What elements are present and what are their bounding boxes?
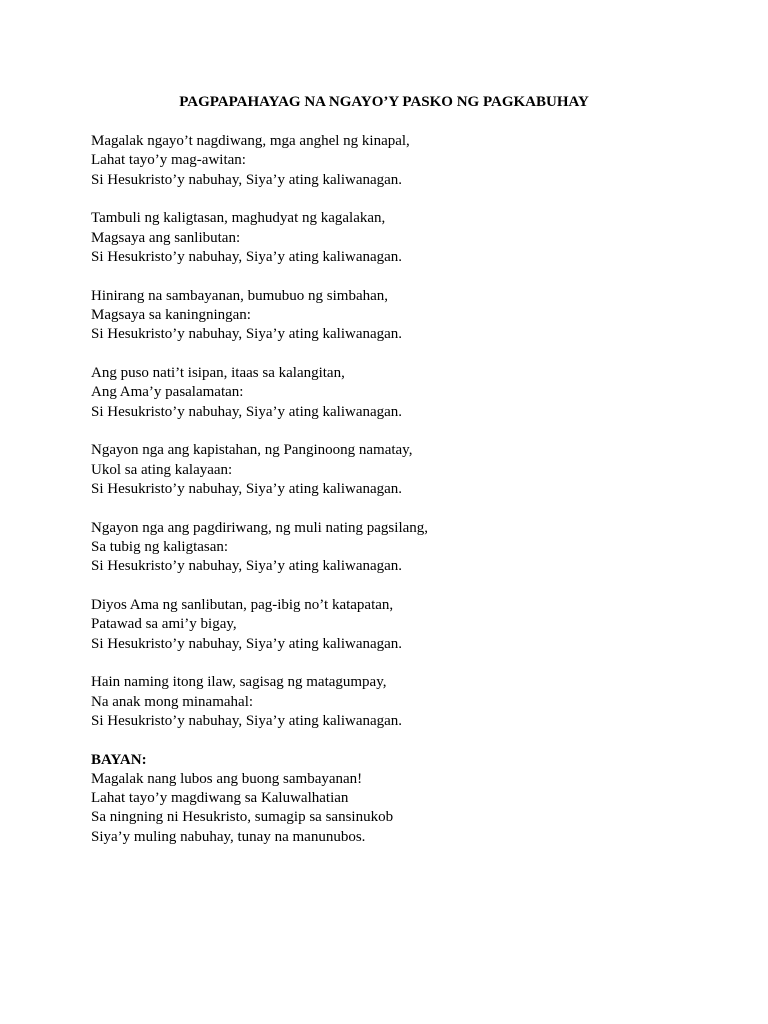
bayan-line: Siya’y muling nabuhay, tunay na manunubos. <box>91 828 366 845</box>
page-title <box>0 93 768 112</box>
stanza-refrain: Si Hesukristo’y nabuhay, Siya’y ating kaliwanagan. <box>91 171 403 188</box>
stanza-line: Diyos Ama ng sanlibutan, pag-ibig no’t katapatan, <box>91 596 394 613</box>
stanza-8 <box>91 673 691 731</box>
stanza-5 <box>91 441 691 499</box>
stanza-2 <box>91 209 691 267</box>
bayan-line: Lahat tayo’y magdiwang sa Kaluwalhatian <box>91 790 349 807</box>
stanza-refrain: Si Hesukristo’y nabuhay, Siya’y ating kaliwanagan. <box>91 248 403 265</box>
stanza-refrain: Si Hesukristo’y nabuhay, Siya’y ating kaliwanagan. <box>91 326 403 343</box>
bayan-line: Magalak nang lubos ang buong sambayanan! <box>91 770 363 787</box>
bayan-line: Sa ningning ni Hesukristo, sumagip sa sansinukob <box>91 809 394 826</box>
stanza-line: Ngayon nga ang kapistahan, ng Panginoong namatay, <box>91 442 413 459</box>
stanza-line: Magsaya sa kaningningan: <box>91 306 251 323</box>
stanza-line: Lahat tayo’y mag-awitan: <box>91 152 246 169</box>
bayan-section <box>91 751 691 848</box>
stanza-line: Magalak ngayo’t nagdiwang, mga anghel ng kinapal, <box>91 133 410 149</box>
stanza-line: Tambuli ng kaligtasan, maghudyat ng kagalakan, <box>91 210 386 227</box>
stanza-line: Ang puso nati’t isipan, itaas sa kalangitan, <box>91 364 345 381</box>
stanza-line: Magsaya ang sanlibutan: <box>91 229 241 246</box>
stanza-3 <box>91 287 691 345</box>
stanza-6 <box>91 519 691 577</box>
stanza-refrain: Si Hesukristo’y nabuhay, Siya’y ating kaliwanagan. <box>91 558 403 575</box>
stanza-line: Ngayon nga ang pagdiriwang, ng muli nating pagsilang, <box>91 519 429 536</box>
stanza-line: Na anak mong minamahal: <box>91 693 254 710</box>
stanza-refrain: Si Hesukristo’y nabuhay, Siya’y ating kaliwanagan. <box>91 635 403 652</box>
stanza-refrain: Si Hesukristo’y nabuhay, Siya’y ating kaliwanagan. <box>91 403 403 420</box>
stanza-line: Ukol sa ating kalayaan: <box>91 461 233 478</box>
stanza-line: Hain naming itong ilaw, sagisag ng matagumpay, <box>91 674 387 691</box>
title-text: PAGPAPAHAYAG NA NGAYO’Y PASKO NG PAGKABUHAY <box>179 94 589 110</box>
stanza-line: Ang Ama’y pasalamatan: <box>91 384 244 401</box>
stanza-line: Hinirang na sambayanan, bumubuo ng simbahan, <box>91 287 389 304</box>
stanza-line: Sa tubig ng kaligtasan: <box>91 538 229 555</box>
stanza-7 <box>91 596 691 654</box>
stanza-line: Patawad sa ami’y bigay, <box>91 616 237 633</box>
stanza-refrain: Si Hesukristo’y nabuhay, Siya’y ating kaliwanagan. <box>91 480 403 497</box>
stanza-1 <box>91 132 691 190</box>
stanza-refrain: Si Hesukristo’y nabuhay, Siya’y ating kaliwanagan. <box>91 712 403 729</box>
stanza-4 <box>91 364 691 422</box>
bayan-heading: BAYAN: <box>91 751 147 768</box>
lyrics-body <box>91 132 691 847</box>
